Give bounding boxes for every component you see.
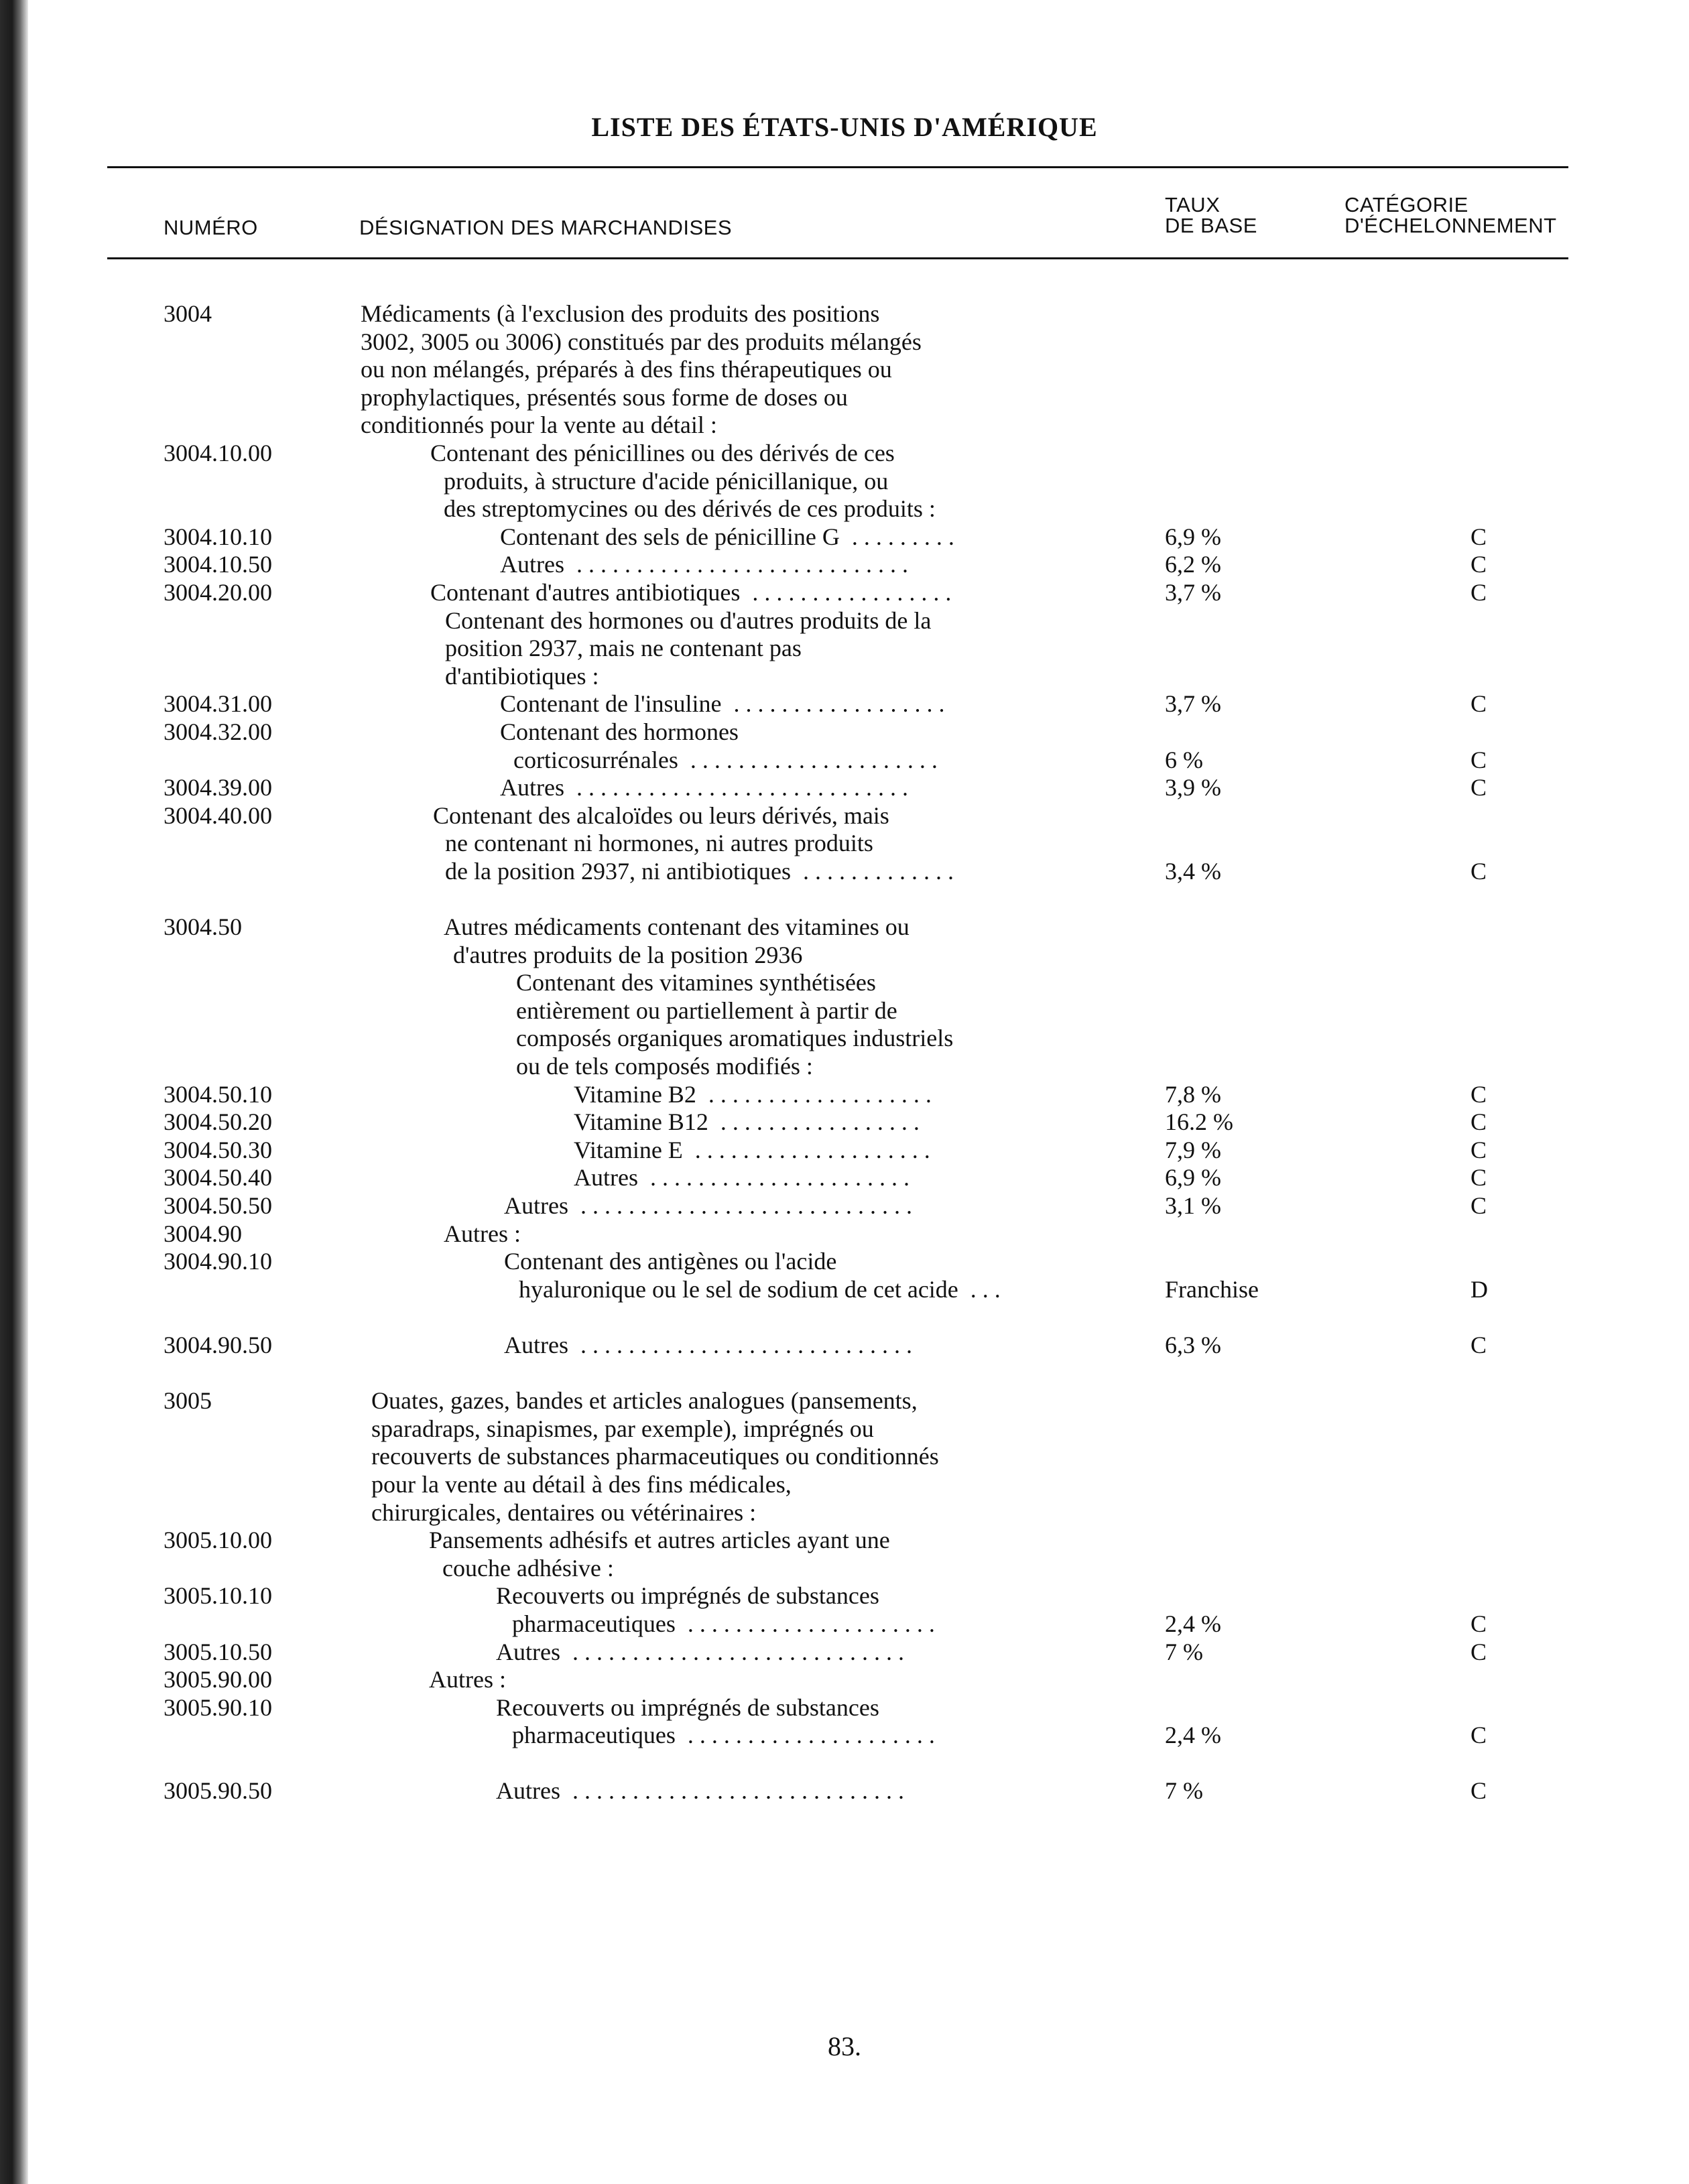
- row-designation: [430, 579, 957, 607]
- row-designation-text: Vitamine E: [574, 1136, 683, 1163]
- row-designation: [430, 440, 895, 468]
- table-row: [0, 1666, 1689, 1694]
- row-designation-text: Médicaments (à l'exclusion des produits des positions: [361, 300, 880, 327]
- column-header-categorie-line1: CATÉGORIE: [1344, 193, 1468, 216]
- row-taux: 3,9 %: [1165, 774, 1221, 801]
- leader-dots: ....................: [682, 1136, 936, 1163]
- row-designation: [442, 1555, 614, 1583]
- row-designation-text: 3002, 3005 ou 3006) constitués par des produits mélangés: [361, 328, 922, 355]
- row-designation-text: corticosurrénales: [513, 746, 678, 773]
- tariff-table: [0, 300, 1689, 1805]
- row-number: 3004.90.10: [164, 1248, 272, 1275]
- row-taux: 6,3 %: [1165, 1331, 1221, 1358]
- row-taux: 6,2 %: [1165, 551, 1221, 578]
- leader-dots: ............................: [560, 1777, 910, 1805]
- row-designation: [445, 663, 599, 691]
- table-row: [0, 1248, 1689, 1276]
- row-number: 3004.10.00: [164, 439, 272, 466]
- row-categorie: C: [1471, 1192, 1487, 1219]
- row-designation-text: ou de tels composés modifiés :: [516, 1053, 813, 1080]
- row-designation-text: Autres: [574, 1164, 638, 1192]
- row-designation-text: Contenant de l'insuline: [500, 690, 722, 718]
- table-row: [0, 690, 1689, 718]
- row-designation-text: pharmaceutiques: [512, 1722, 676, 1749]
- table-row: [0, 1527, 1689, 1555]
- row-taux: 3,4 %: [1165, 857, 1221, 885]
- page-title: LISTE DES ÉTATS-UNIS D'AMÉRIQUE: [591, 112, 1098, 142]
- row-designation: [361, 384, 848, 412]
- row-designation: [504, 1192, 918, 1220]
- table-row: [0, 913, 1689, 942]
- row-designation-text: Recouverts ou imprégnés de substances: [496, 1693, 879, 1721]
- row-categorie: C: [1471, 1331, 1487, 1358]
- row-designation-text: Contenant des vitamines synthétisées: [516, 969, 876, 997]
- row-number: 3004.90.50: [164, 1331, 272, 1358]
- column-header-taux-line1: TAUX: [1165, 193, 1221, 216]
- row-designation: [429, 1666, 506, 1694]
- row-number: 3004.50.20: [164, 1108, 272, 1136]
- table-row: [0, 1025, 1689, 1053]
- leader-dots: ............................: [564, 774, 914, 801]
- leader-dots: .........: [839, 523, 960, 550]
- row-designation: [496, 1694, 879, 1722]
- table-row: [0, 1694, 1689, 1722]
- row-designation: [445, 635, 802, 663]
- row-taux: 3,7 %: [1165, 690, 1221, 718]
- row-designation-text: d'autres produits de la position 2936: [453, 941, 803, 968]
- row-number: 3004.31.00: [164, 690, 272, 718]
- row-designation: [516, 1053, 813, 1081]
- row-designation: [445, 858, 960, 886]
- leader-dots: ..................: [721, 690, 951, 718]
- row-designation: [574, 1081, 938, 1109]
- row-taux: 3,7 %: [1165, 578, 1221, 606]
- row-designation-text: des streptomycines ou des dérivés de ces produits :: [444, 495, 936, 523]
- row-number: 3004.50: [164, 913, 242, 941]
- row-designation-text: ne contenant ni hormones, ni autres produits: [445, 830, 873, 857]
- row-designation: [512, 1722, 941, 1750]
- table-row: [0, 1108, 1689, 1137]
- row-designation: [519, 1276, 1007, 1304]
- leader-dots: ............................: [564, 551, 914, 578]
- row-designation-text: Autres :: [429, 1666, 506, 1693]
- row-designation: [453, 942, 802, 970]
- row-designation-text: position 2937, mais ne contenant pas: [445, 635, 802, 662]
- row-categorie: C: [1471, 551, 1487, 578]
- table-row: [0, 1555, 1689, 1583]
- row-designation: [574, 1137, 936, 1165]
- leader-dots: ...: [958, 1275, 1007, 1303]
- table-row: [0, 1387, 1689, 1415]
- column-header-categorie-line2: D'ÉCHELONNEMENT: [1344, 214, 1557, 237]
- row-designation-text: sparadraps, sinapismes, par exemple), imprégnés ou: [371, 1415, 874, 1442]
- row-designation-text: Contenant des hormones ou d'autres produits de la: [445, 606, 932, 634]
- row-taux: 7,8 %: [1165, 1080, 1221, 1108]
- table-row: [0, 300, 1689, 328]
- row-number: 3004.50.30: [164, 1136, 272, 1163]
- row-categorie: C: [1471, 1610, 1487, 1637]
- row-categorie: C: [1471, 1136, 1487, 1163]
- table-row: [0, 802, 1689, 830]
- row-categorie: C: [1471, 690, 1487, 718]
- row-designation: [504, 1332, 918, 1360]
- table-row: [0, 1081, 1689, 1109]
- row-number: 3004.50.50: [164, 1192, 272, 1219]
- row-designation: [371, 1415, 874, 1443]
- row-designation: [361, 328, 922, 357]
- row-taux: Franchise: [1165, 1275, 1259, 1303]
- row-taux: 7 %: [1165, 1638, 1203, 1665]
- row-designation-text: entièrement ou partiellement à partir de: [516, 997, 897, 1024]
- row-designation-text: pharmaceutiques: [512, 1610, 676, 1637]
- row-designation: [361, 300, 879, 328]
- table-row: [0, 1220, 1689, 1248]
- row-designation-text: Autres médicaments contenant des vitamines ou: [444, 913, 910, 941]
- row-number: 3004.20.00: [164, 578, 272, 606]
- table-row: [0, 969, 1689, 997]
- header-rule-top: [107, 166, 1568, 168]
- row-designation-text: pour la vente au détail à des fins médicales,: [371, 1470, 792, 1498]
- table-row: [0, 830, 1689, 858]
- table-row: [0, 1777, 1689, 1805]
- row-number: 3004: [164, 300, 212, 327]
- row-categorie: C: [1471, 1164, 1487, 1192]
- row-designation: [516, 997, 897, 1025]
- row-designation-text: chirurgicales, dentaires ou vétérinaires :: [371, 1498, 757, 1526]
- row-number: 3004.90: [164, 1220, 242, 1247]
- row-designation: [371, 1443, 939, 1471]
- row-designation: [361, 411, 717, 440]
- row-designation: [371, 1471, 792, 1499]
- table-row: [0, 942, 1689, 970]
- row-designation-text: Autres: [504, 1331, 568, 1358]
- row-number: 3004.10.10: [164, 523, 272, 550]
- row-designation-text: hyaluronique ou le sel de sodium de cet acide: [519, 1275, 958, 1303]
- row-designation-text: Autres :: [444, 1220, 521, 1247]
- table-row: [0, 1276, 1689, 1304]
- table-row: [0, 1332, 1689, 1360]
- row-designation: [371, 1499, 756, 1527]
- row-designation: [516, 969, 876, 997]
- row-designation: [496, 1582, 879, 1610]
- row-designation: [513, 747, 944, 775]
- row-number: 3005.10.00: [164, 1527, 272, 1554]
- table-row: [0, 328, 1689, 357]
- table-row: [0, 1053, 1689, 1081]
- row-designation: [445, 830, 873, 858]
- row-categorie: C: [1471, 523, 1487, 550]
- row-designation-text: de la position 2937, ni antibiotiques: [445, 857, 791, 885]
- column-header-taux: [1165, 194, 1257, 236]
- row-taux: 16.2 %: [1165, 1108, 1233, 1136]
- row-designation-text: ou non mélangés, préparés à des fins thérapeutiques ou: [361, 356, 892, 383]
- row-categorie: C: [1471, 1080, 1487, 1108]
- leader-dots: .................: [708, 1108, 926, 1136]
- row-designation-text: Contenant des alcaloïdes ou leurs dérivés, mais: [433, 801, 889, 829]
- row-number: 3004.10.50: [164, 551, 272, 578]
- row-taux: 6 %: [1165, 746, 1203, 773]
- row-number: 3004.40.00: [164, 801, 272, 829]
- row-designation: [500, 718, 739, 747]
- row-designation-text: Autres: [500, 551, 564, 578]
- row-categorie: C: [1471, 746, 1487, 773]
- row-taux: 3,1 %: [1165, 1192, 1221, 1219]
- row-designation-text: Contenant des hormones: [500, 718, 739, 745]
- leader-dots: ............................: [568, 1192, 918, 1219]
- row-designation-text: composés organiques aromatiques industriels: [516, 1025, 954, 1052]
- row-designation-text: Vitamine B12: [574, 1108, 708, 1136]
- table-row: [0, 635, 1689, 663]
- row-number: 3005: [164, 1387, 212, 1415]
- row-designation: [512, 1610, 941, 1639]
- leader-dots: .............: [790, 857, 960, 885]
- row-designation-text: Contenant des pénicillines ou des dérivés de ces: [430, 439, 895, 466]
- table-row: [0, 1415, 1689, 1443]
- table-row: [0, 468, 1689, 496]
- table-row: [0, 1137, 1689, 1165]
- row-designation: [361, 356, 892, 384]
- table-row: [0, 607, 1689, 635]
- row-designation-text: produits, à structure d'acide pénicillanique, ou: [444, 467, 889, 495]
- table-row: [0, 495, 1689, 523]
- row-designation: [500, 690, 950, 718]
- table-row: [0, 1443, 1689, 1471]
- row-designation: [574, 1108, 926, 1137]
- column-header-numero: NUMÉRO: [164, 216, 258, 239]
- row-number: 3004.50.10: [164, 1080, 272, 1108]
- row-designation: [371, 1387, 918, 1415]
- table-row: [0, 1610, 1689, 1639]
- row-designation: [496, 1777, 910, 1805]
- table-row: [0, 579, 1689, 607]
- table-row: [0, 997, 1689, 1025]
- row-designation-text: prophylactiques, présentés sous forme de doses ou: [361, 383, 848, 411]
- row-categorie: C: [1471, 1722, 1487, 1749]
- row-designation-text: Contenant des antigènes ou l'acide: [504, 1248, 837, 1275]
- row-designation-text: Autres: [496, 1777, 560, 1805]
- column-header-designation: DÉSIGNATION DES MARCHANDISES: [359, 216, 733, 239]
- row-number: 3004.50.40: [164, 1164, 272, 1192]
- leader-dots: .....................: [675, 1610, 941, 1637]
- leader-dots: ............................: [568, 1331, 918, 1358]
- row-designation: [444, 495, 936, 523]
- leader-dots: ............................: [560, 1638, 910, 1665]
- row-designation-text: conditionnés pour la vente au détail :: [361, 411, 717, 439]
- row-taux: 6,9 %: [1165, 1164, 1221, 1192]
- table-row: [0, 1499, 1689, 1527]
- table-row: [0, 1722, 1689, 1750]
- row-designation: [444, 913, 910, 942]
- row-designation: [429, 1527, 890, 1555]
- row-categorie: C: [1471, 774, 1487, 801]
- table-row: [0, 384, 1689, 412]
- table-row: [0, 411, 1689, 440]
- header-rule-bottom: [107, 257, 1568, 259]
- row-taux: 6,9 %: [1165, 523, 1221, 550]
- table-row: [0, 718, 1689, 747]
- row-categorie: C: [1471, 1108, 1487, 1136]
- row-categorie: D: [1471, 1275, 1488, 1303]
- row-categorie: C: [1471, 857, 1487, 885]
- table-row: [0, 1639, 1689, 1667]
- leader-dots: ...................: [696, 1080, 938, 1108]
- row-taux: 2,4 %: [1165, 1610, 1221, 1637]
- row-taux: 2,4 %: [1165, 1722, 1221, 1749]
- row-categorie: C: [1471, 1777, 1487, 1805]
- row-categorie: C: [1471, 1638, 1487, 1665]
- row-designation: [445, 607, 931, 635]
- table-row: [0, 1582, 1689, 1610]
- table-row: [0, 747, 1689, 775]
- row-designation: [444, 468, 888, 496]
- table-row: [0, 523, 1689, 552]
- row-number: 3005.10.10: [164, 1582, 272, 1610]
- row-number: 3005.90.00: [164, 1666, 272, 1693]
- row-designation-text: Autres: [504, 1192, 568, 1219]
- row-designation-text: Pansements adhésifs et autres articles ayant une: [429, 1527, 890, 1554]
- row-designation-text: couche adhésive :: [442, 1554, 614, 1582]
- column-header-categorie: [1344, 194, 1557, 236]
- table-row: [0, 774, 1689, 802]
- row-designation-text: Ouates, gazes, bandes et articles analogues (pansements,: [371, 1387, 918, 1415]
- leader-dots: .....................: [675, 1722, 941, 1749]
- table-row: [0, 1471, 1689, 1499]
- row-designation: [500, 774, 914, 802]
- row-designation: [496, 1639, 910, 1667]
- row-designation: [500, 523, 960, 552]
- table-row: [0, 663, 1689, 691]
- table-row: [0, 440, 1689, 468]
- row-designation: [444, 1220, 521, 1248]
- column-header-taux-line2: DE BASE: [1165, 214, 1257, 237]
- leader-dots: ......................: [637, 1164, 916, 1192]
- row-number: 3005.10.50: [164, 1638, 272, 1665]
- row-designation: [516, 1025, 953, 1053]
- row-designation: [574, 1164, 916, 1192]
- row-designation: [500, 551, 914, 579]
- row-designation-text: Recouverts ou imprégnés de substances: [496, 1582, 879, 1610]
- row-designation: [433, 802, 889, 830]
- page-number: 83.: [828, 2031, 861, 2061]
- table-row: [0, 858, 1689, 886]
- table-row: [0, 1192, 1689, 1220]
- leader-dots: .................: [740, 578, 958, 606]
- row-number: 3004.39.00: [164, 774, 272, 801]
- row-number: 3005.90.50: [164, 1777, 272, 1805]
- row-designation-text: Contenant des sels de pénicilline G: [500, 523, 840, 550]
- row-designation: [504, 1248, 836, 1276]
- row-categorie: C: [1471, 578, 1487, 606]
- row-designation-text: recouverts de substances pharmaceutiques ou conditionnés: [371, 1443, 939, 1470]
- row-number: 3005.90.10: [164, 1693, 272, 1721]
- row-designation-text: Contenant d'autres antibiotiques: [430, 578, 741, 606]
- row-taux: 7,9 %: [1165, 1136, 1221, 1163]
- row-designation-text: Autres: [500, 774, 564, 801]
- leader-dots: .....................: [678, 746, 944, 773]
- row-designation-text: Autres: [496, 1638, 560, 1665]
- row-designation-text: Vitamine B2: [574, 1080, 696, 1108]
- row-number: 3004.32.00: [164, 718, 272, 745]
- row-designation-text: d'antibiotiques :: [445, 662, 599, 690]
- table-row: [0, 551, 1689, 579]
- row-taux: 7 %: [1165, 1777, 1203, 1805]
- table-row: [0, 1164, 1689, 1192]
- table-row: [0, 356, 1689, 384]
